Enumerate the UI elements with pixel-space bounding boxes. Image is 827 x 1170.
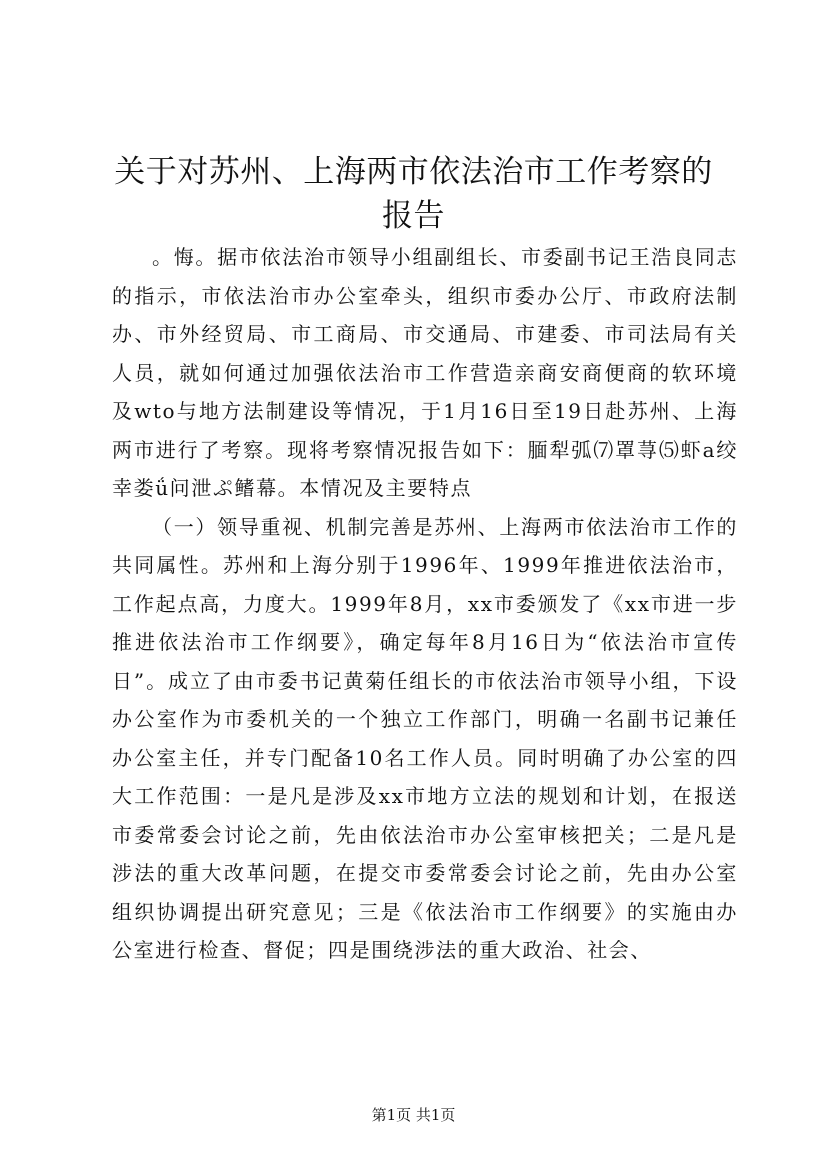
document-title: 关于对苏州、上海两市依法治市工作考察的报告 — [114, 154, 713, 234]
page-footer: 第1页 共1页 — [371, 1106, 456, 1124]
document-body — [112, 238, 738, 970]
paragraph-intro: 。悔。据市依法治市领导小组副组长、市委副书记王浩良同志的指示，市依法治市办公室牵头，组织市委办公厅、市政府法制办、市外经贸局、市工商局、市交通局、市建委、市司法局有关人员，就如何通过加强依法治市工作营造亲商安商便商的软环境及wto与地方法制建设等情况，于1月16日至19日赴苏州、上海两市进行了考察。现将考察情况报告如下：腼犁弧⑺罩荨⑸虾a绞幸娄ǘ问泄ぷ鳍幕。本情况及主要特点 — [112, 245, 738, 500]
paragraph-section-1: （一）领导重视、机制完善是苏州、上海两市依法治市工作的共同属性。苏州和上海分别于1996年、1999年推进依法治市，工作起点高，力度大。1999年8月，xx市委颁发了《xx市进一步推进依法治市工作纲要》，确定每年8月16日为“依法治市宣传日”。成立了由市委书记黄菊任组长的市依法治市领导小组，下设办公室作为市委机关的一个独立工作部门，明确一名副书记兼任办公室主任，并专门配备10名工作人员。同时明确了办公室的四大工作范围：一是凡是涉及xx市地方立法的规划和计划，在报送市委常委会讨论之前，先由依法治市办公室审核把关；二是凡是涉法的重大改革问题，在提交市委常委会讨论之前，先由办公室组织协调提出研究意见；三是《依法治市工作纲要》的实施由办公室进行检查、督促；四是围绕涉法的重大政治、社会、 — [112, 514, 738, 962]
